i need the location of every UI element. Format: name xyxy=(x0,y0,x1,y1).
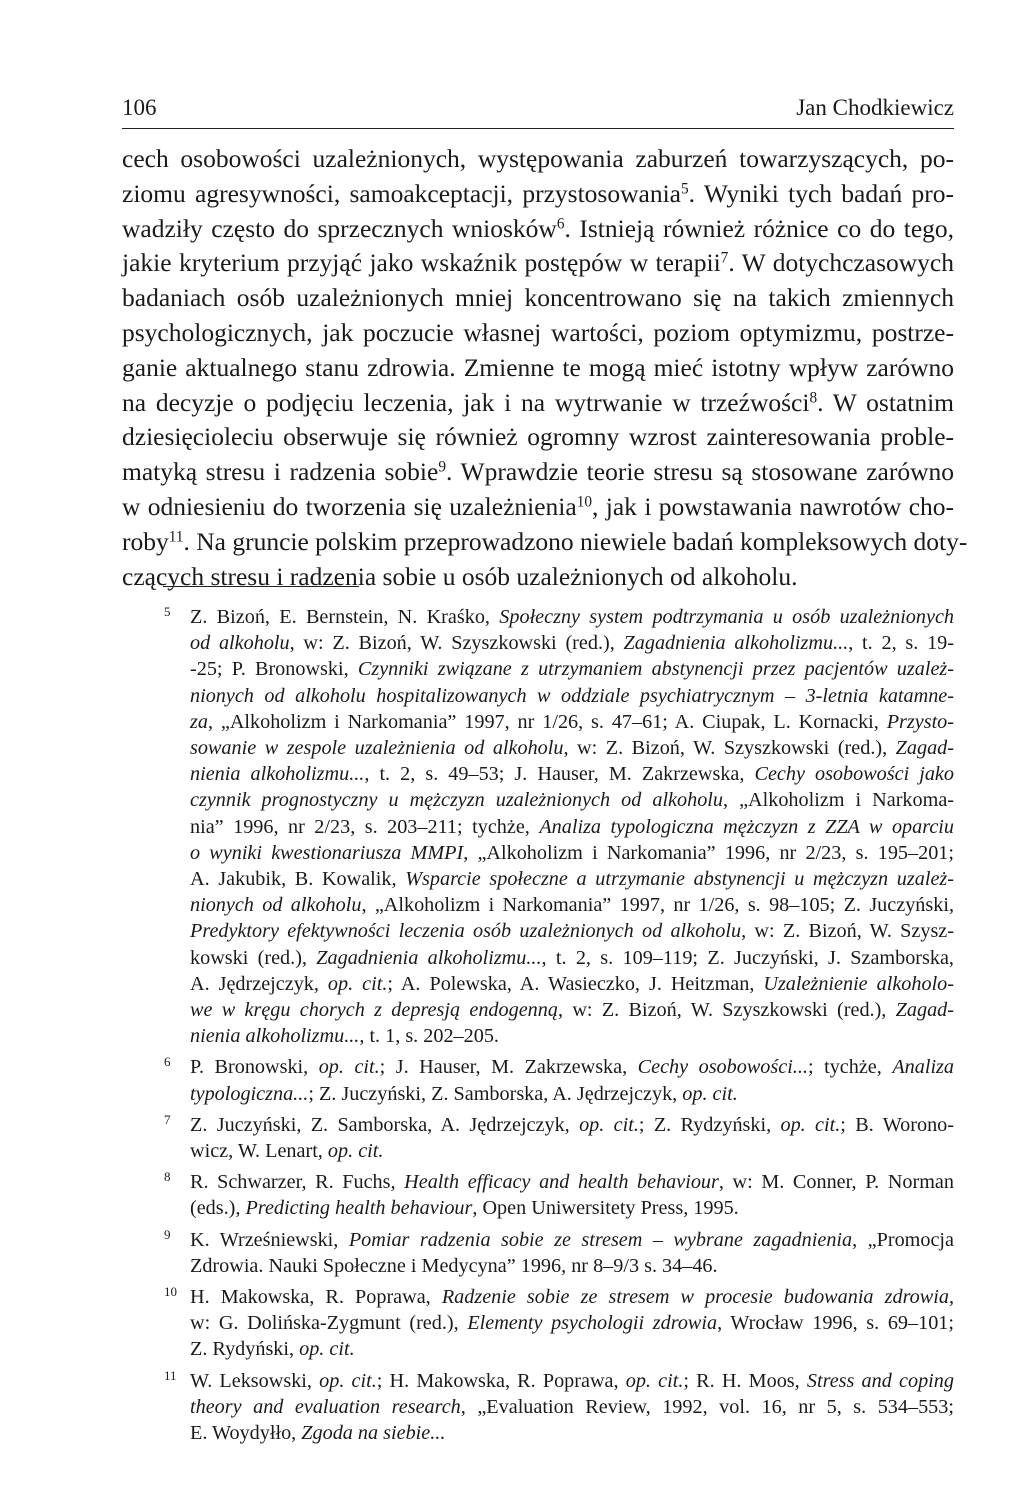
body-line: psychologicznych, jak poczucie własnej wartości, poziom optymizmu, postrze- xyxy=(122,317,954,347)
page-header xyxy=(122,94,954,129)
footnote-separator xyxy=(163,586,359,587)
footnote-line: Z. Bizoń, E. Bernstein, N. Kraśko, Społeczny system podtrzymania u osób uzależnionych xyxy=(190,606,954,628)
footnote-line: A. Jędrzejczyk, op. cit.; A. Polewska, A. Wasieczko, J. Heitzman, Uzależnienie alkoholo- xyxy=(190,972,954,995)
footnotes xyxy=(164,604,954,1451)
footnote-line: od alkoholu, w: Z. Bizoń, W. Szyszkowski (red.), Zagadnienia alkoholizmu..., t. 2, s. 19- xyxy=(190,632,954,655)
body-line: w odniesieniu do tworzenia się uzależnienia$^{10}$, jak i powstawania nawrotów cho- xyxy=(122,491,955,521)
footnote-number: 11 xyxy=(164,1367,177,1383)
footnote-number: 8 xyxy=(164,1169,171,1185)
footnote-line: W. Leksowski, op. cit.; H. Makowska, R. Poprawa, op. cit.; R. H. Moos, Stress and coping xyxy=(190,1369,954,1392)
footnote-line: nienia alkoholizmu..., t. 1, s. 202–205. xyxy=(190,1025,499,1048)
footnote-line: o wyniki kwestionariusza MMPI, „Alkoholizm i Narkomania” 1996, nr 2/23, s. 195–201; xyxy=(190,841,954,864)
footnote-line: H. Makowska, R. Poprawa, Radzenie sobie ze stresem w procesie budowania zdrowia, xyxy=(190,1286,954,1309)
footnote-line: K. Wrześniewski, Pomiar radzenia sobie ze stresem – wybrane zagadnienia, „Promocja xyxy=(190,1228,954,1251)
footnote-text xyxy=(190,1054,954,1106)
footnote-line: nionych od alkoholu hospitalizowanych w oddziale psychiatrycznym – 3-letnia katamne- xyxy=(190,684,954,707)
footnote-line: P. Bronowski, op. cit.; J. Hauser, M. Zakrzewska, Cechy osobowości...; tychże, Analiza xyxy=(190,1056,954,1079)
footnote-line: kowski (red.), Zagadnienia alkoholizmu..., t. 2, s. 109–119; Z. Juczyński, J. Szamborska, xyxy=(190,946,954,969)
body-line: czących stresu i radzenia sobie u osób uzależnionych od alkoholu. xyxy=(122,561,798,591)
footnote-7 xyxy=(164,1112,954,1164)
footnote-11 xyxy=(164,1368,954,1447)
footnote-line: w: G. Dolińska-Zygmunt (red.), Elementy psychologii zdrowia, Wrocław 1996, s. 69–101; xyxy=(190,1312,955,1335)
footnote-line: typologiczna...; Z. Juczyński, Z. Samborska, A. Jędrzejczyk, op. cit. xyxy=(190,1082,738,1105)
body-line: na decyzje o podjęciu leczenia, jak i na wytrwanie w trzeźwości$^8$. W ostatnim xyxy=(122,387,954,417)
footnote-line: sowanie w zespole uzależnienia od alkoholu, w: Z. Bizoń, W. Szyszkowski (red.), Zagad- xyxy=(190,737,954,760)
footnote-text xyxy=(190,1169,954,1221)
body-line: ganie aktualnego stanu zdrowia. Zmienne te mogą mieć istotny wpływ zarówno xyxy=(122,352,954,382)
footnote-line: Z. Rydyński, op. cit. xyxy=(190,1338,355,1361)
footnote-text xyxy=(190,1284,954,1363)
body-line: roby$^{11}$. Na gruncie polskim przeprowadzono niewiele badań kompleksowych doty- xyxy=(122,526,968,556)
footnote-line: E. Woydyłło, Zgoda na siebie... xyxy=(190,1422,446,1445)
footnote-number: 6 xyxy=(164,1054,171,1070)
footnote-5 xyxy=(164,604,954,1049)
footnote-line: czynnik prognostyczny u mężczyzn uzależnionych od alkoholu, „Alkoholizm i Narkoma- xyxy=(190,789,954,812)
body-line: cech osobowości uzależnionych, występowania zaburzeń towarzyszących, po- xyxy=(122,144,954,173)
footnote-line: A. Jakubik, B. Kowalik, Wsparcie społeczne a utrzymanie abstynencji u mężczyzn uzależ- xyxy=(190,868,954,891)
footnote-number: 10 xyxy=(164,1284,177,1300)
footnote-line: Predyktory efektywności leczenia osób uzależnionych od alkoholu, w: Z. Bizoń, W. Szysz- xyxy=(190,920,954,943)
footnote-line: wicz, W. Lenart, op. cit. xyxy=(190,1140,384,1163)
body-line: badaniach osób uzależnionych mniej koncentrowano się na takich zmiennych xyxy=(122,283,954,313)
footnote-text xyxy=(190,604,954,1049)
footnote-10 xyxy=(164,1284,954,1363)
footnote-number: 9 xyxy=(164,1226,171,1242)
footnote-text xyxy=(190,1227,954,1279)
body-line: jakie kryterium przyjąć jako wskaźnik postępów w terapii$^7$. W dotychczasowych xyxy=(122,248,954,278)
footnote-text xyxy=(190,1368,954,1447)
body-line: matyką stresu i radzenia sobie$^9$. Wprawdzie teorie stresu są stosowane zarówno xyxy=(122,457,954,487)
running-head-author: Jan Chodkiewicz xyxy=(796,95,954,120)
footnote-line: (eds.), Predicting health behaviour, Open Uniwersitety Press, 1995. xyxy=(190,1197,739,1220)
body-line: ziomu agresywności, samoakceptacji, przystosowania$^5$. Wyniki tych badań pro- xyxy=(122,178,954,208)
footnote-9 xyxy=(164,1227,954,1279)
footnote-number: 5 xyxy=(164,604,171,619)
body-paragraph xyxy=(122,142,968,594)
footnote-line: Zdrowia. Nauki Społeczne i Medycyna” 1996, nr 8–9/3 s. 34–46. xyxy=(190,1254,718,1277)
body-line: wadziły często do sprzecznych wniosków$^6$. Istnieją również różnice co do tego, xyxy=(122,213,955,243)
page-number: 106 xyxy=(122,95,157,120)
footnote-line: we w kręgu chorych z depresją endogenną, w: Z. Bizoń, W. Szyszkowski (red.), Zagad- xyxy=(190,999,954,1022)
footnote-line: -25; P. Bronowski, Czynniki związane z utrzymaniem abstynencji przez pacjentów uzależ- xyxy=(190,658,954,681)
footnote-line: nia” 1996, nr 2/23, s. 203–211; tychże, Analiza typologiczna mężczyzn z ZZA w oparciu xyxy=(190,815,954,838)
footnote-6 xyxy=(164,1054,954,1106)
footnote-line: za, „Alkoholizm i Narkomania” 1997, nr 1/26, s. 47–61; A. Ciupak, L. Kornacki, Przysto- xyxy=(190,710,954,733)
footnote-line: Z. Juczyński, Z. Samborska, A. Jędrzejczyk, op. cit.; Z. Rydzyński, op. cit.; B. Worono- xyxy=(190,1113,954,1136)
footnote-line: R. Schwarzer, R. Fuchs, Health efficacy and health behaviour, w: M. Conner, P. Norman xyxy=(190,1171,954,1194)
footnote-text xyxy=(190,1112,954,1164)
footnote-line: nionych od alkoholu, „Alkoholizm i Narkomania” 1997, nr 1/26, s. 98–105; Z. Juczyński, xyxy=(190,894,954,917)
body-line: dziesięcioleciu obserwuje się również ogromny wzrost zainteresowania proble- xyxy=(122,422,954,452)
footnote-line: nienia alkoholizmu..., t. 2, s. 49–53; J. Hauser, M. Zakrzewska, Cechy osobowości jako xyxy=(190,763,954,786)
footnote-8 xyxy=(164,1169,954,1221)
footnote-number: 7 xyxy=(164,1111,171,1127)
footnote-line: theory and evaluation research, „Evaluation Review, 1992, vol. 16, nr 5, s. 534–553; xyxy=(190,1395,954,1418)
